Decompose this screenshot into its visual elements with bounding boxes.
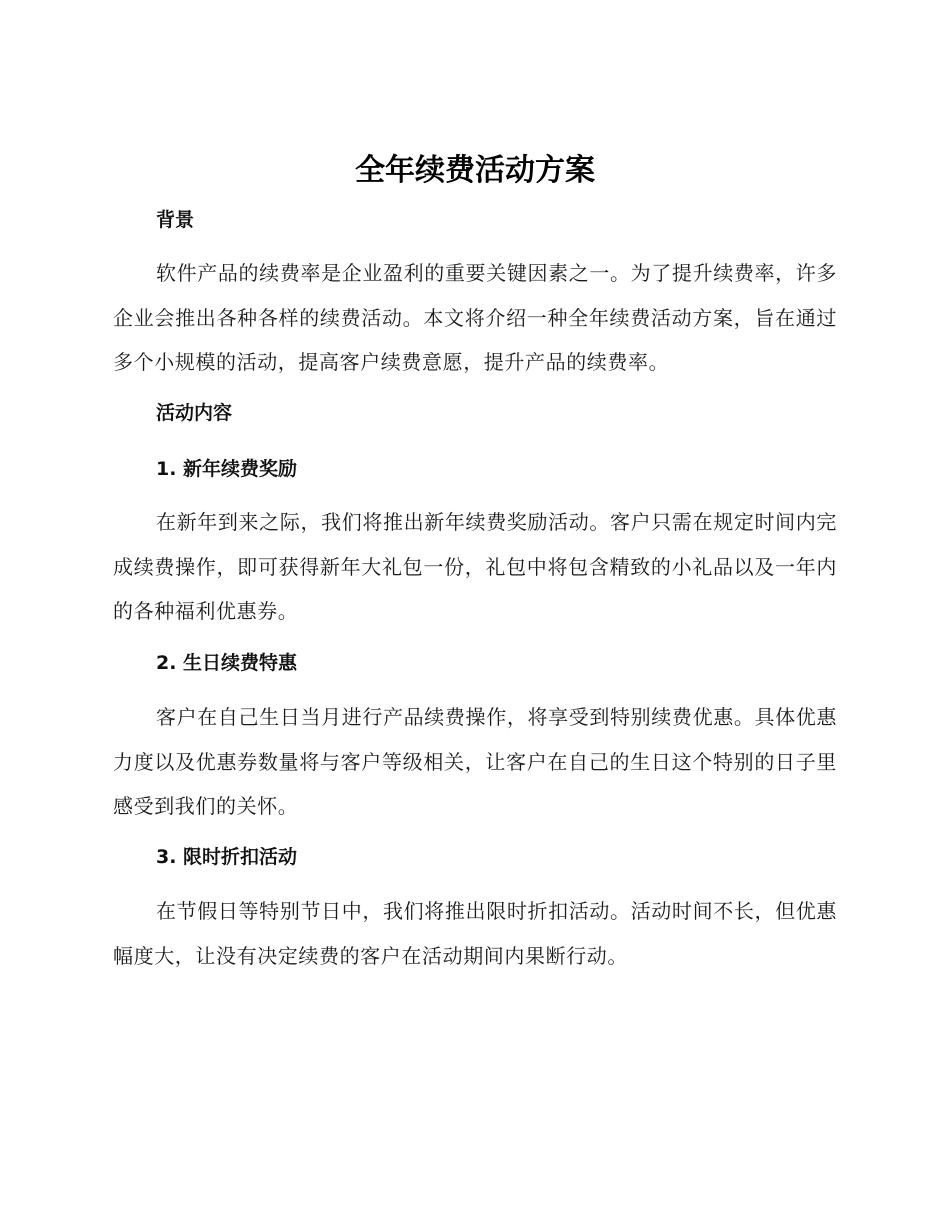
section-heading-limited-time-discount: 3. 限时折扣活动 (156, 846, 298, 868)
section-heading-activity-content: 活动内容 (156, 402, 233, 424)
document-title: 全年续费活动方案 (355, 153, 595, 188)
section-paragraph-limited-time-discount: 在节假日等特别节日中，我们将推出限时折扣活动。活动时间不长，但优惠幅度大，让没有决定续费的客户在活动期间内果断行动。 (113, 899, 837, 968)
section-heading-background: 背景 (156, 209, 195, 231)
section-heading-new-year-reward: 1. 新年续费奖励 (156, 458, 298, 480)
section-paragraph-new-year-reward: 在新年到来之际，我们将推出新年续费奖励活动。客户只需在规定时间内完成续费操作，即可获得新年大礼包一份，礼包中将包含精致的小礼品以及一年内的各种福利优惠券。 (113, 510, 837, 623)
section-heading-birthday-discount: 2. 生日续费特惠 (156, 652, 298, 674)
section-paragraph-birthday-discount: 客户在自己生日当月进行产品续费操作，将享受到特别续费优惠。具体优惠力度以及优惠券数量将与客户等级相关，让客户在自己的生日这个特别的日子里感受到我们的关怀。 (113, 705, 837, 818)
section-paragraph-background: 软件产品的续费率是企业盈利的重要关键因素之一。为了提升续费率，许多企业会推出各种各样的续费活动。本文将介绍一种全年续费活动方案，旨在通过多个小规模的活动，提高客户续费意愿，提升产品的续费率。 (113, 261, 837, 374)
